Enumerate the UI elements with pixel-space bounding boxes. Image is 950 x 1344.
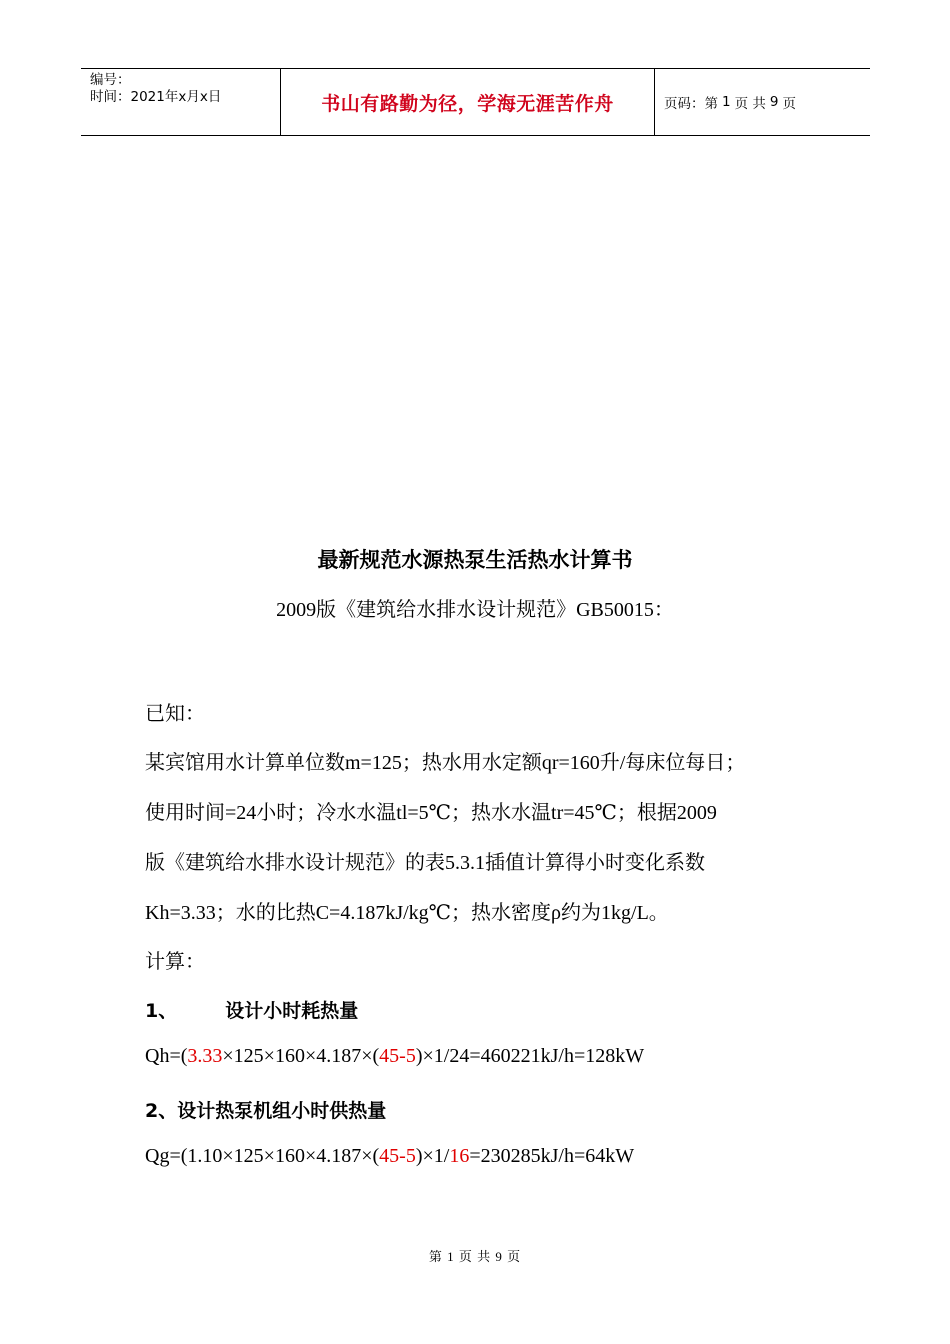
header-motto: 书山有路勤为径，学海无涯苦作舟 xyxy=(281,69,655,135)
header-meta xyxy=(81,69,281,135)
section1-formula xyxy=(145,1045,644,1068)
formula-text: Qg=(1.10×125×160×4.187×( xyxy=(145,1145,380,1167)
page-mid: 页 共 xyxy=(734,96,766,112)
document-title: 最新规范水源热泵生活热水计算书 xyxy=(317,548,633,572)
formula-text: )×1/24=460221kJ/h=128kW xyxy=(415,1045,645,1067)
section2-heading: 2、设计热泵机组小时供热量 xyxy=(145,1100,387,1122)
known-line-4: Kh=3.33；水的比热C=4.187kJ/kg℃；热水密度ρ约为1kg/L。 xyxy=(145,902,669,924)
page-label: 页码：第 xyxy=(664,96,718,112)
known-line-1: 某宾馆用水计算单位数m=125；热水用水定额qr=160升/每床位每日； xyxy=(145,752,746,774)
page-end: 页 xyxy=(782,96,796,112)
formula-highlight: 45-5 xyxy=(379,1145,416,1167)
known-label: 已知： xyxy=(145,703,205,725)
known-line-2: 使用时间=24小时；冷水水温tl=5℃；热水水温tr=45℃；根据2009 xyxy=(145,802,717,824)
formula-highlight: 16 xyxy=(449,1145,470,1167)
page-total: 9 xyxy=(769,94,779,110)
section2-formula xyxy=(145,1145,634,1168)
formula-text: =230285kJ/h=64kW xyxy=(469,1145,635,1167)
formula-text: ×125×160×4.187×( xyxy=(222,1045,380,1067)
formula-highlight: 45-5 xyxy=(379,1045,416,1067)
section1-heading xyxy=(145,996,358,1023)
formula-text: Qh=( xyxy=(145,1045,188,1067)
page-footer: 第 1 页 共 9 页 xyxy=(428,1249,522,1264)
known-line-3: 版《建筑给水排水设计规范》的表5.3.1插值计算得小时变化系数 xyxy=(145,852,705,874)
section1-number: 1、 xyxy=(145,1000,178,1022)
formula-highlight: 3.33 xyxy=(187,1045,223,1067)
section1-title: 设计小时耗热量 xyxy=(225,1000,359,1022)
document-subtitle: 2009版《建筑给水排水设计规范》GB50015： xyxy=(276,599,674,621)
page-header xyxy=(81,68,870,136)
formula-text: )×1/ xyxy=(415,1145,450,1167)
time-label: 时间：2021年x月x日 xyxy=(90,89,222,105)
number-label: 编号： xyxy=(90,72,131,88)
header-page-info xyxy=(655,69,870,135)
calc-label: 计算： xyxy=(145,951,205,973)
page-current: 1 xyxy=(722,94,731,110)
